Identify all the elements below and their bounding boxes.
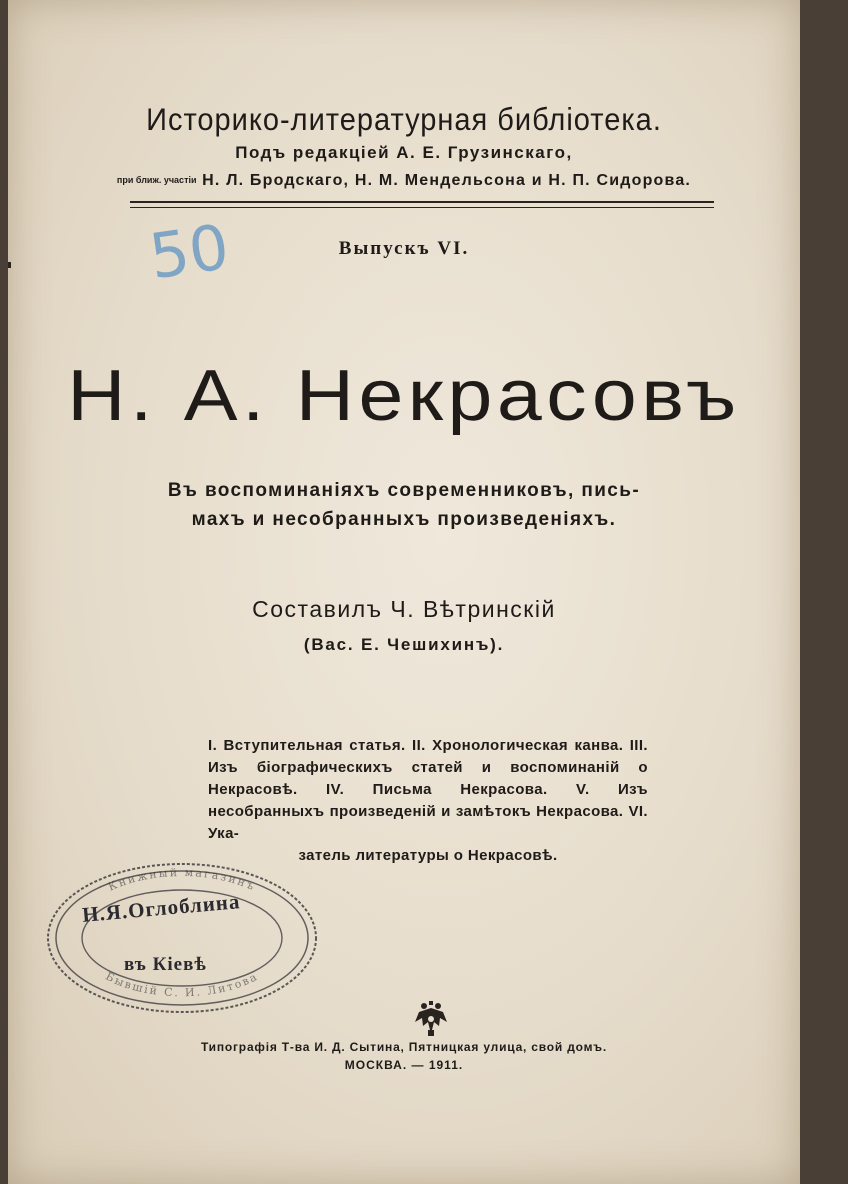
collaborators-line <box>8 172 800 190</box>
city-year: МОСКВА. — 1911. <box>344 1058 464 1072</box>
contents-last-line: затель литературы о Некрасовѣ. <box>298 847 558 864</box>
stamp-owner-name: Н.Я.Оглоблина <box>81 889 242 927</box>
printer-line: Типографія Т-ва И. Д. Сытина, Пятницкая улица, свой домъ. <box>200 1040 607 1054</box>
issue-number: Выпускъ VI. <box>338 238 470 259</box>
title-page <box>8 0 800 1184</box>
stamp-ring-bottom: Бывшій С. И. Литова <box>103 969 261 1000</box>
stamp-ring-top: Книжный магазинъ <box>106 865 258 894</box>
compiled-by: Составилъ Ч. Вѣтринскій <box>252 596 556 622</box>
handwritten-number-text: 50 <box>145 210 234 294</box>
subtitle-line-2: махъ и несобранныхъ произведеніяхъ. <box>191 509 617 530</box>
double-rule-top <box>130 201 714 203</box>
collaborators-prefix: при ближ. участіи <box>116 175 197 185</box>
bookseller-stamp <box>42 858 322 1018</box>
edge-mark <box>8 262 11 268</box>
book-title: Н. А. Некрасовъ <box>67 356 741 436</box>
double-headed-eagle-icon <box>414 1000 448 1038</box>
subtitle <box>8 476 800 534</box>
compiler-real-name: (Вас. Е. Чешихинъ). <box>303 635 505 654</box>
series-title: Историко-литературная библіотека. <box>146 102 662 138</box>
stamp-city: въ Кіевѣ <box>124 954 207 975</box>
contents-text: I. Вступительная статья. II. Хронологическая канва. III. Изъ біографическихъ статей и воспоминаній о Некрасовѣ. IV. Письма Некрасова. V. Изъ несобранныхъ произведеній и замѣтокъ Некрасова. VI. Ука- <box>208 737 648 842</box>
editor-line: Подъ редакціей А. Е. Грузинскаго, <box>235 143 573 162</box>
collaborators-names: Н. Л. Бродскаго, Н. М. Мендельсона и Н. П. Сидорова. <box>202 172 692 189</box>
subtitle-line-1: Въ воспоминаніяхъ современниковъ, пись- <box>167 480 641 501</box>
table-of-contents <box>208 735 648 867</box>
